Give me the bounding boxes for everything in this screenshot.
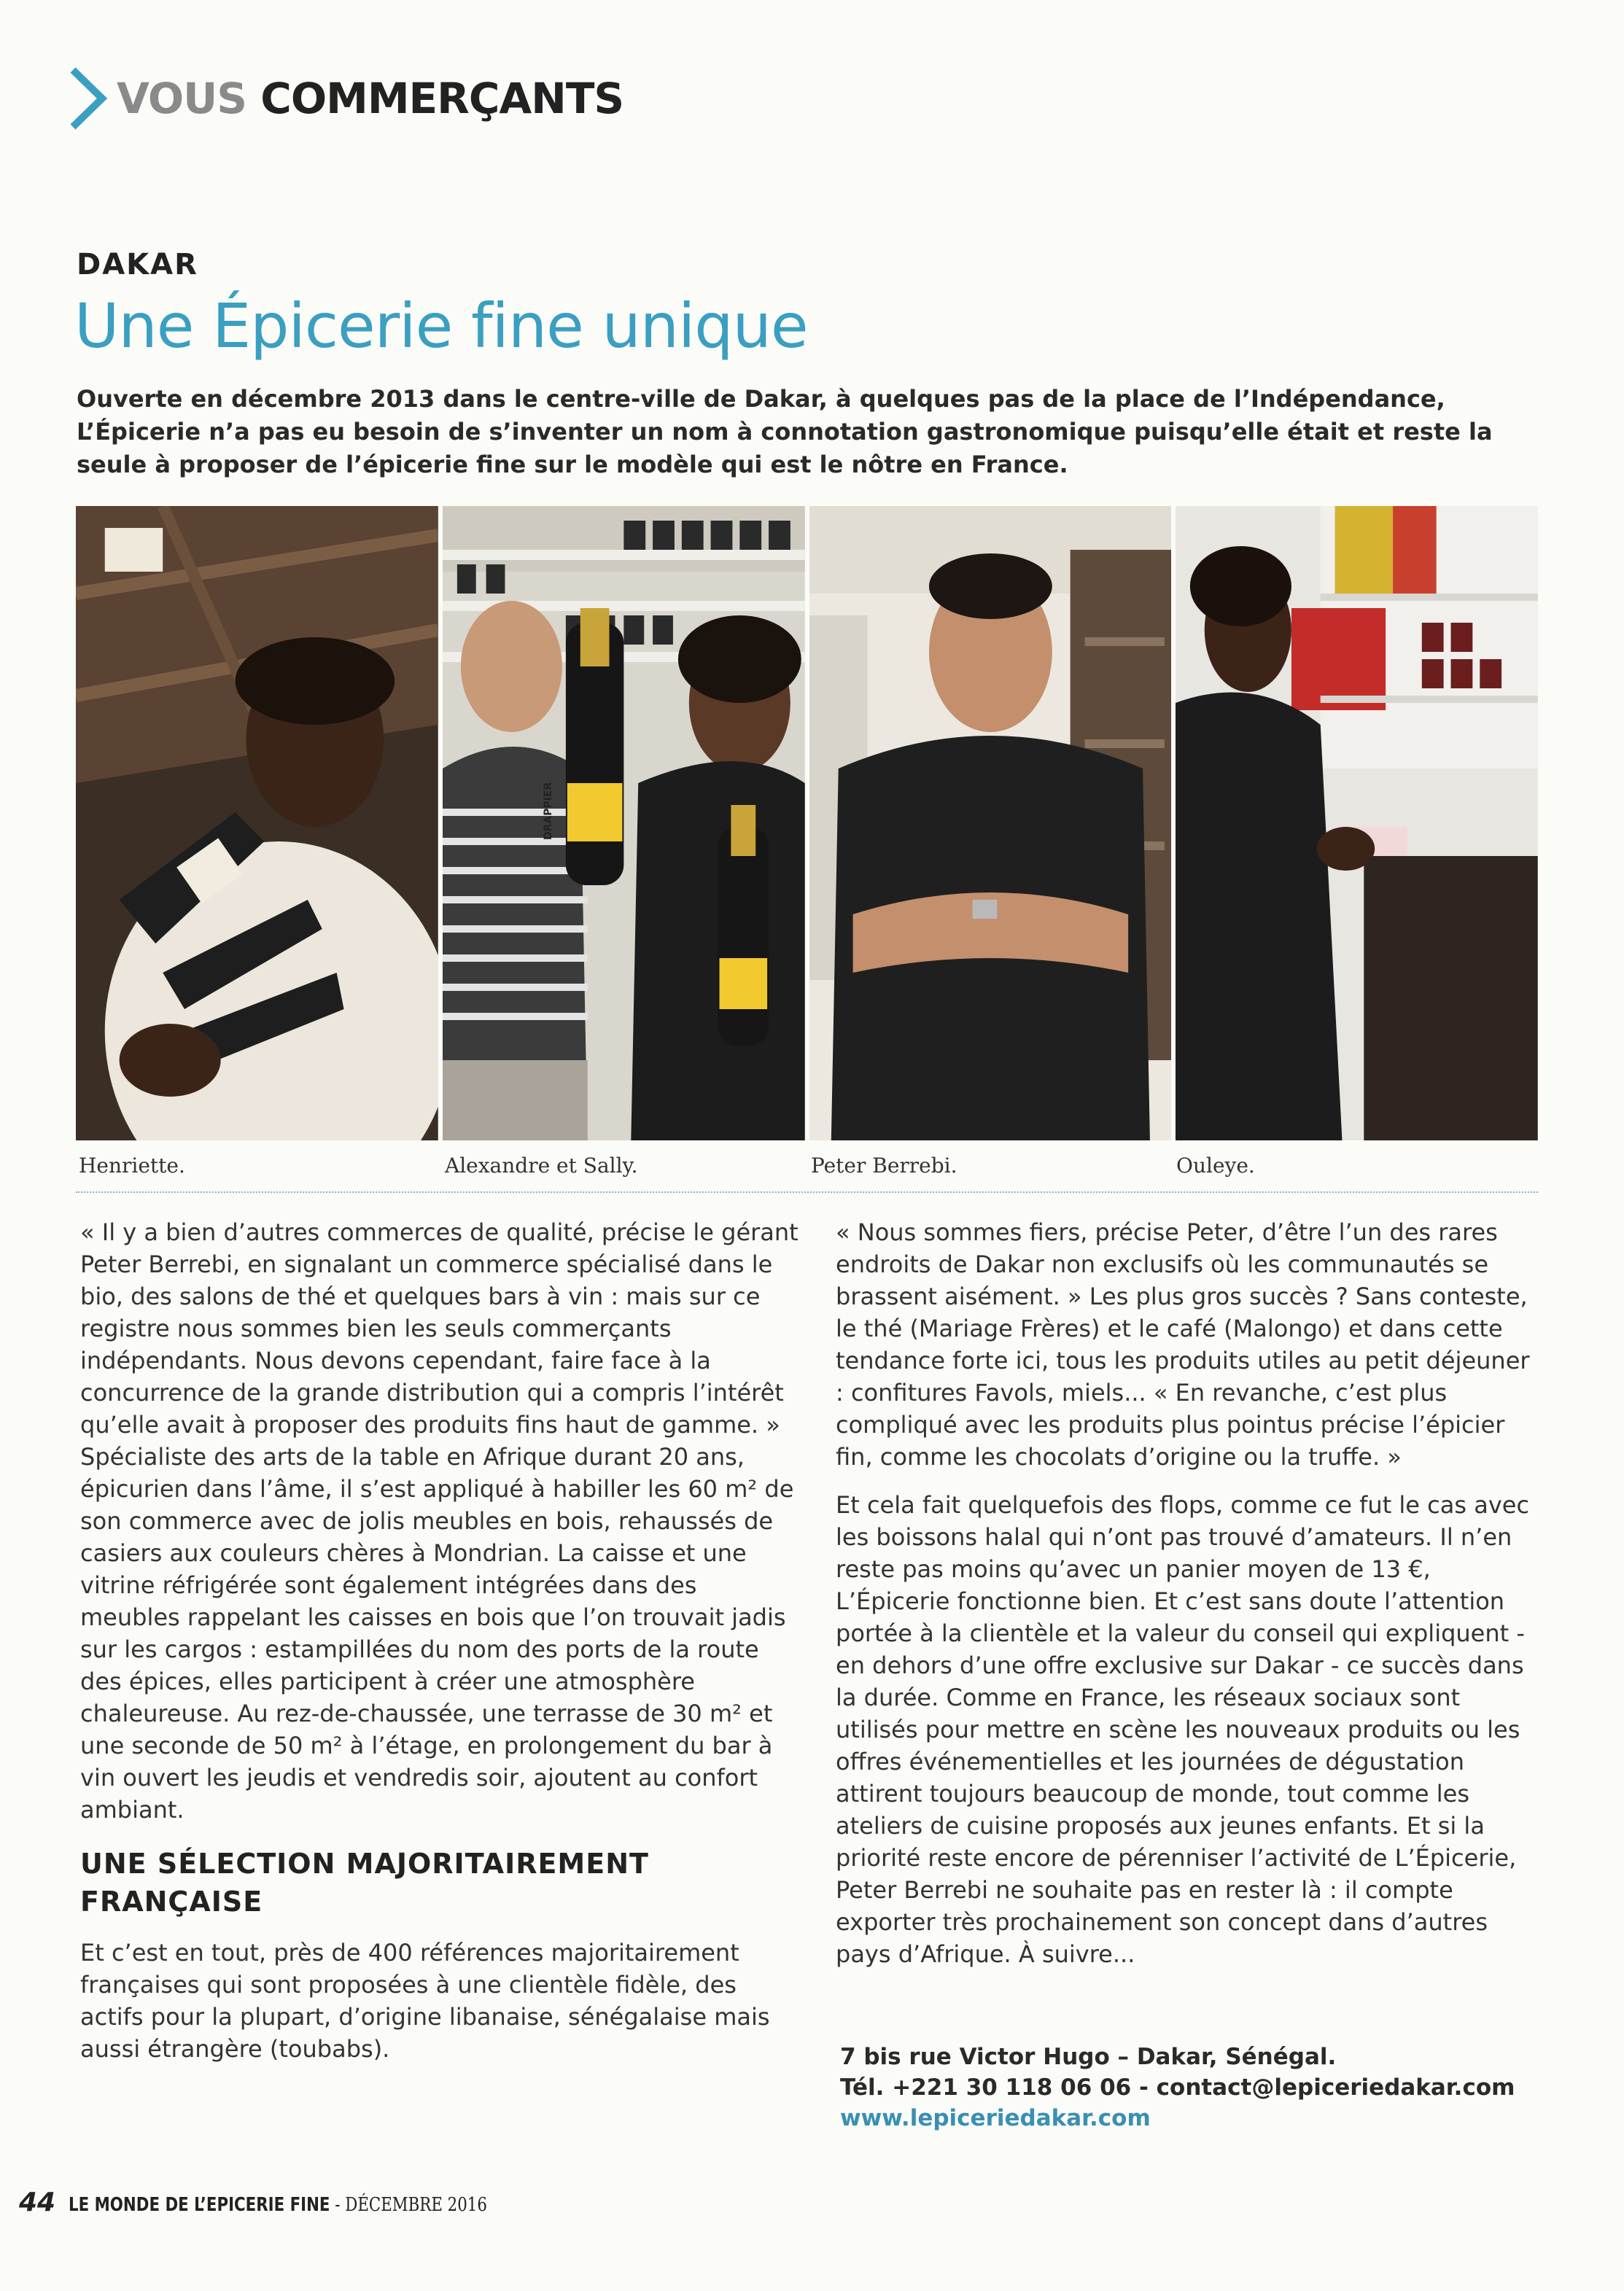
subheading: UNE SÉLECTION MAJORITAIREMENT FRANÇAISE: [80, 1848, 649, 1918]
article-kicker: DAKAR: [77, 248, 198, 281]
photo-peter-berrebi: [809, 506, 1172, 1140]
article-lead: Ouverte en décembre 2013 dans le centre-ville de Dakar, à quelques pas de la place de l’Indépendance, L’Épicerie n’a pas eu besoin de s’inventer un nom à connotation gastronomique puisqu’elle était et reste la seule à proposer de l’épicerie fine sur le modèle qui est le nôtre en France.: [77, 385, 1493, 478]
footer-separator: -: [330, 2194, 346, 2216]
page-number: 44: [19, 2187, 56, 2217]
section-title-dark: COMMERÇANTS: [260, 74, 624, 123]
photo-henriette: [76, 506, 438, 1140]
page-footer: [19, 2187, 579, 2221]
caption-alexandre-sally: Alexandre et Sally.: [445, 1154, 638, 1178]
left-paragraph-2: Et c’est en tout, près de 400 références majoritairement françaises qui sont proposées à une clientèle fidèle, des actifs pour la plupart, d’origine libanaise, sénégalaise mais aussi étrangère (toubabs).: [80, 1939, 770, 2063]
caption-henriette: Henriette.: [79, 1154, 185, 1178]
photo-ouleye: [1176, 506, 1538, 1140]
right-paragraph-1: « Nous sommes fiers, précise Peter, d’être l’un des rares endroits de Dakar non exclusifs où les communautés se brassent aisément. » Les plus gros succès ? Sans conteste, le thé (Mariage Frères) et le café (Malongo) et dans cette tendance forte ici, tous les produits utiles au petit déjeuner : confitures Favols, miels... « En revanche, c’est plus compliqué avec les produits plus pointus précise l’épicier fin, comme les chocolats d’origine ou la truffe. »: [836, 1218, 1530, 1471]
chevron-right-icon: [67, 66, 111, 131]
right-column: [836, 1216, 1536, 1970]
caption-ouleye: Ouleye.: [1176, 1154, 1255, 1178]
left-column: [80, 1216, 799, 2065]
divider: [76, 1191, 1538, 1193]
address-block: [840, 2042, 1533, 2134]
bottle-label: DRAPPIER: [542, 782, 554, 840]
contact-line[interactable]: Tél. +221 30 118 06 06 - contact@lepiceriedakar.com: [840, 2074, 1515, 2101]
website-link[interactable]: www.lepiceriedakar.com: [840, 2105, 1151, 2131]
address-line: 7 bis rue Victor Hugo – Dakar, Sénégal.: [840, 2044, 1337, 2070]
section-title: [117, 74, 623, 123]
photo-strip: [76, 506, 1538, 1140]
photo-captions: [79, 1154, 1537, 1183]
section-header: [67, 66, 623, 131]
section-title-light: VOUS: [117, 74, 247, 123]
photo-alexandre-sally: [443, 506, 805, 1140]
article-headline: Une Épicerie fine unique: [74, 290, 808, 362]
magazine-name: [69, 2194, 487, 2216]
caption-peter-berrebi: Peter Berrebi.: [811, 1154, 957, 1178]
right-paragraph-2: Et cela fait quelquefois des flops, comme ce fut le cas avec les boissons halal qui n’ont pas trouvé d’amateurs. Il n’en reste pas moins qu’avec un panier moyen de 13 €, L’Épicerie fonctionne bien. Et c’est sans doute l’attention portée à la clientèle et la valeur du conseil qui expliquent - en dehors d’une offre exclusive sur Dakar - ce succès dans la durée. Comme en France, les réseaux sociaux sont utilisés pour mettre en scène les nouveaux produits ou les offres événementielles et les journées de dégustation attirent toujours beaucoup de monde, tout comme les ateliers de cuisine proposés aux jeunes enfants. Et si la priorité reste encore de pérenniser l’activité de L’Épicerie, Peter Berrebi ne souhaite pas en rester là : il compte exporter très prochainement son concept dans d’autres pays d’Afrique. À suivre...: [836, 1491, 1530, 1968]
left-paragraph-1: « Il y a bien d’autres commerces de qualité, précise le gérant Peter Berrebi, en signalant un commerce spécialisé dans le bio, des salons de thé et quelques bars à vin : mais sur ce registre nous sommes bien les seuls commerçants indépendants. Nous devons cependant, faire face à la concurrence de la grande distribution qui a compris l’intérêt qu’elle avait à proposer des produits fins haut de gamme. » Spécialiste des arts de la table en Afrique durant 20 ans, épicurien dans l’âme, il s’est appliqué à habiller les 60 m² de son commerce avec de jolis meubles en bois, rehaussés de casiers aux couleurs chères à Mondrian. La caisse et une vitrine réfrigérée sont également intégrées dans des meubles rappelant les caisses en bois que l’on trouvait jadis sur les cargos : estampillées du nom des ports de la route des épices, elles participent à créer une atmosphère chaleureuse. Au rez-de-chaussée, une terrasse de 30 m² et une seconde de 50 m² à l’étage, en prolongement du bar à vin ouvert les jeudis et vendredis soir, ajoutent au confort ambiant.: [80, 1218, 799, 1824]
issue-date: DÉCEMBRE 2016: [345, 2194, 488, 2216]
magazine-title: LE MONDE DE L’EPICERIE FINE: [69, 2194, 330, 2216]
